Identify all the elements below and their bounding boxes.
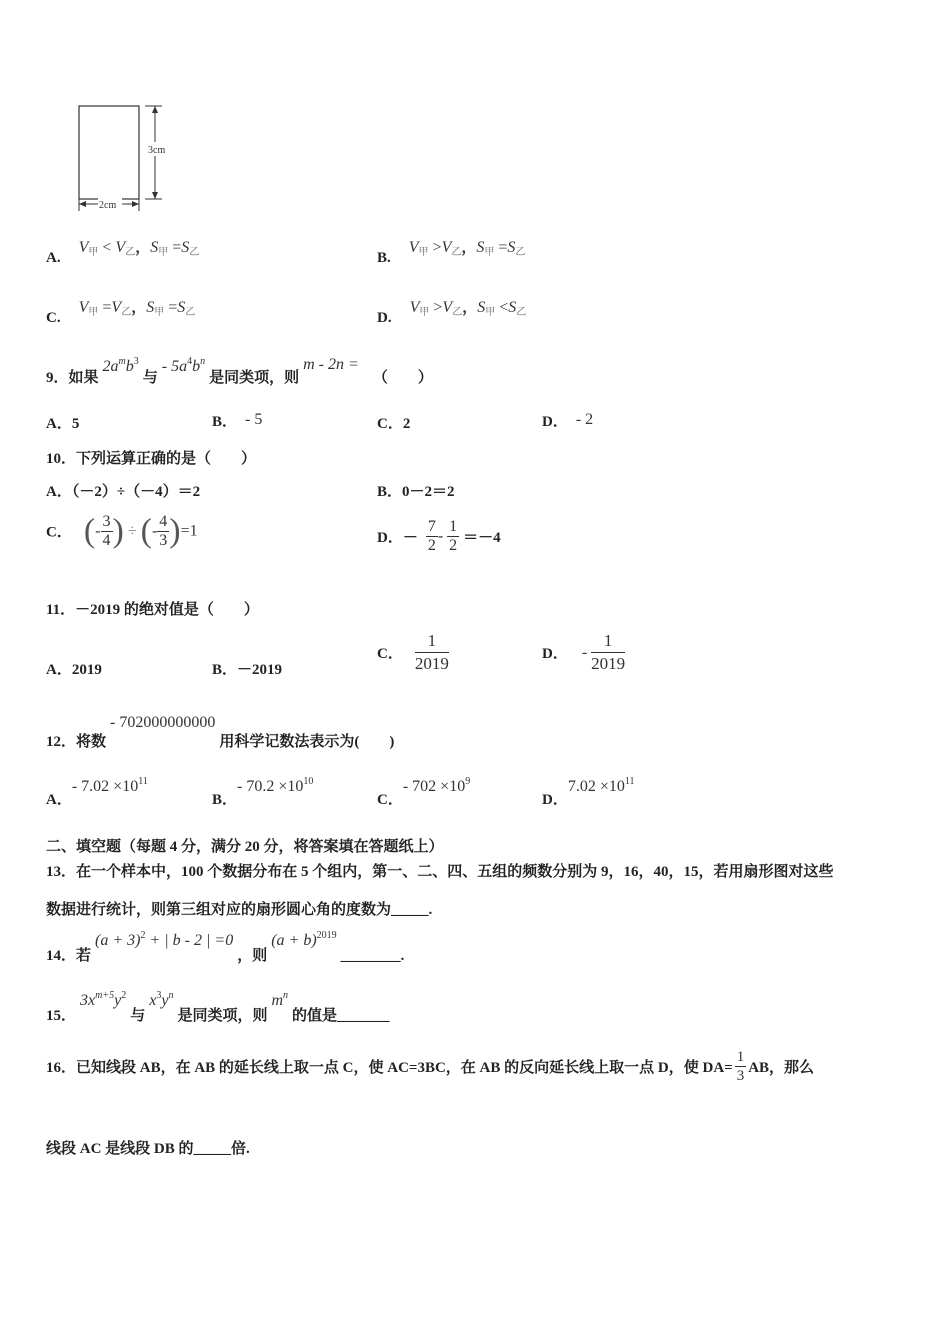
q15-stem: 15． $3x^{m+5}y^2$ 与 $x^3y^n$ 是同类项，则 $m^n$ 的值是_______ (46, 990, 390, 1024)
q10-option-b[interactable]: B．0－2＝2 (377, 484, 455, 500)
width-label: 2cm (99, 200, 117, 211)
q12-stem: 12．将数 - 702000000000 用科学记数法表示为( ) (46, 714, 395, 750)
q10-option-c[interactable]: C． (- $\frac{3}{4}$ ) ÷ (- $\frac{4}{3}$ )=1 (46, 512, 198, 549)
q12-option-b[interactable]: B．- $70.2 \times 10^{10}$ (212, 776, 314, 808)
q11-option-a[interactable]: A．2019 (46, 662, 102, 678)
q8-option-c[interactable]: C. $V_甲 =V_乙$，$S_甲 =S_乙$ (46, 299, 196, 326)
q11-option-d[interactable]: D． - $\frac{1}{2019}$ (542, 631, 626, 673)
rectangle-figure (70, 100, 180, 215)
rectangle (79, 106, 139, 199)
q12-option-a[interactable]: A．- $7.02 \times 10^{11}$ (46, 776, 148, 808)
q8-option-b[interactable]: B. $V_甲 >V_乙$，$S_甲 =S_乙$ (377, 239, 526, 266)
q14-stem: 14．若 $(a + 3)^2$ + | b - 2 | =0 ，则 $(a + b)^{2019}$ ________. (46, 930, 405, 964)
q9-option-d[interactable]: D． - 2 (542, 411, 594, 430)
q12-option-d[interactable]: D．$7.02 \times 10^{11}$ (542, 776, 635, 808)
q8-option-d[interactable]: D. $V_甲 >V_乙$，$S_甲 <S_乙$ (377, 299, 527, 326)
q13-line2: 数据进行统计，则第三组对应的扇形圆心角的度数为_____. (46, 902, 433, 918)
q11-stem: 11．－2019 的绝对值是（ ） (46, 602, 259, 618)
section-title: 二、填空题（每题 4 分，满分 20 分，将答案填在答题纸上） (46, 839, 444, 855)
height-label: 3cm (148, 145, 166, 156)
q11-option-c[interactable]: C． $\frac{1}{2019}$ (377, 631, 449, 673)
q9-stem: 9．如果 $2a^mb^3$ 与 - $5a^4b^n$ 是同类项，则 m - 2n = （ ） (46, 356, 433, 386)
q11-option-b[interactable]: B．－2019 (212, 662, 283, 678)
q10-stem: 10．下列运算正确的是（ ） (46, 451, 257, 467)
q8-option-a[interactable]: A. $V_甲 < V_乙$，$S_甲 =S_乙$ (46, 239, 200, 266)
q9-option-c[interactable]: C．2 (377, 416, 411, 432)
q12-option-c[interactable]: C．- $702 \times 10^9$ (377, 776, 471, 808)
q13-line1: 13．在一个样本中，100 个数据分布在 5 个组内，第一、二、四、五组的频数分别为 9，16，40，15，若用扇形图对这些 (46, 864, 834, 880)
q9-option-a[interactable]: A．5 (46, 416, 80, 432)
q10-option-a[interactable]: A．（－2）÷（－4）＝2 (46, 484, 201, 500)
q10-option-d[interactable]: D．－ $\frac{7}{2}$ - $\frac{1}{2}$ ＝－4 (377, 518, 501, 554)
q9-option-b[interactable]: B． - 5 (212, 411, 263, 430)
q16-line1: 16．已知线段 AB，在 AB 的延长线上取一点 C，使 AC=3BC，在 AB 的反向延长线上取一点 D，使 DA= $\frac{1}{3}$ AB，那么 (46, 1049, 815, 1084)
q16-line2: 线段 AC 是线段 DB 的_____倍. (46, 1141, 250, 1157)
